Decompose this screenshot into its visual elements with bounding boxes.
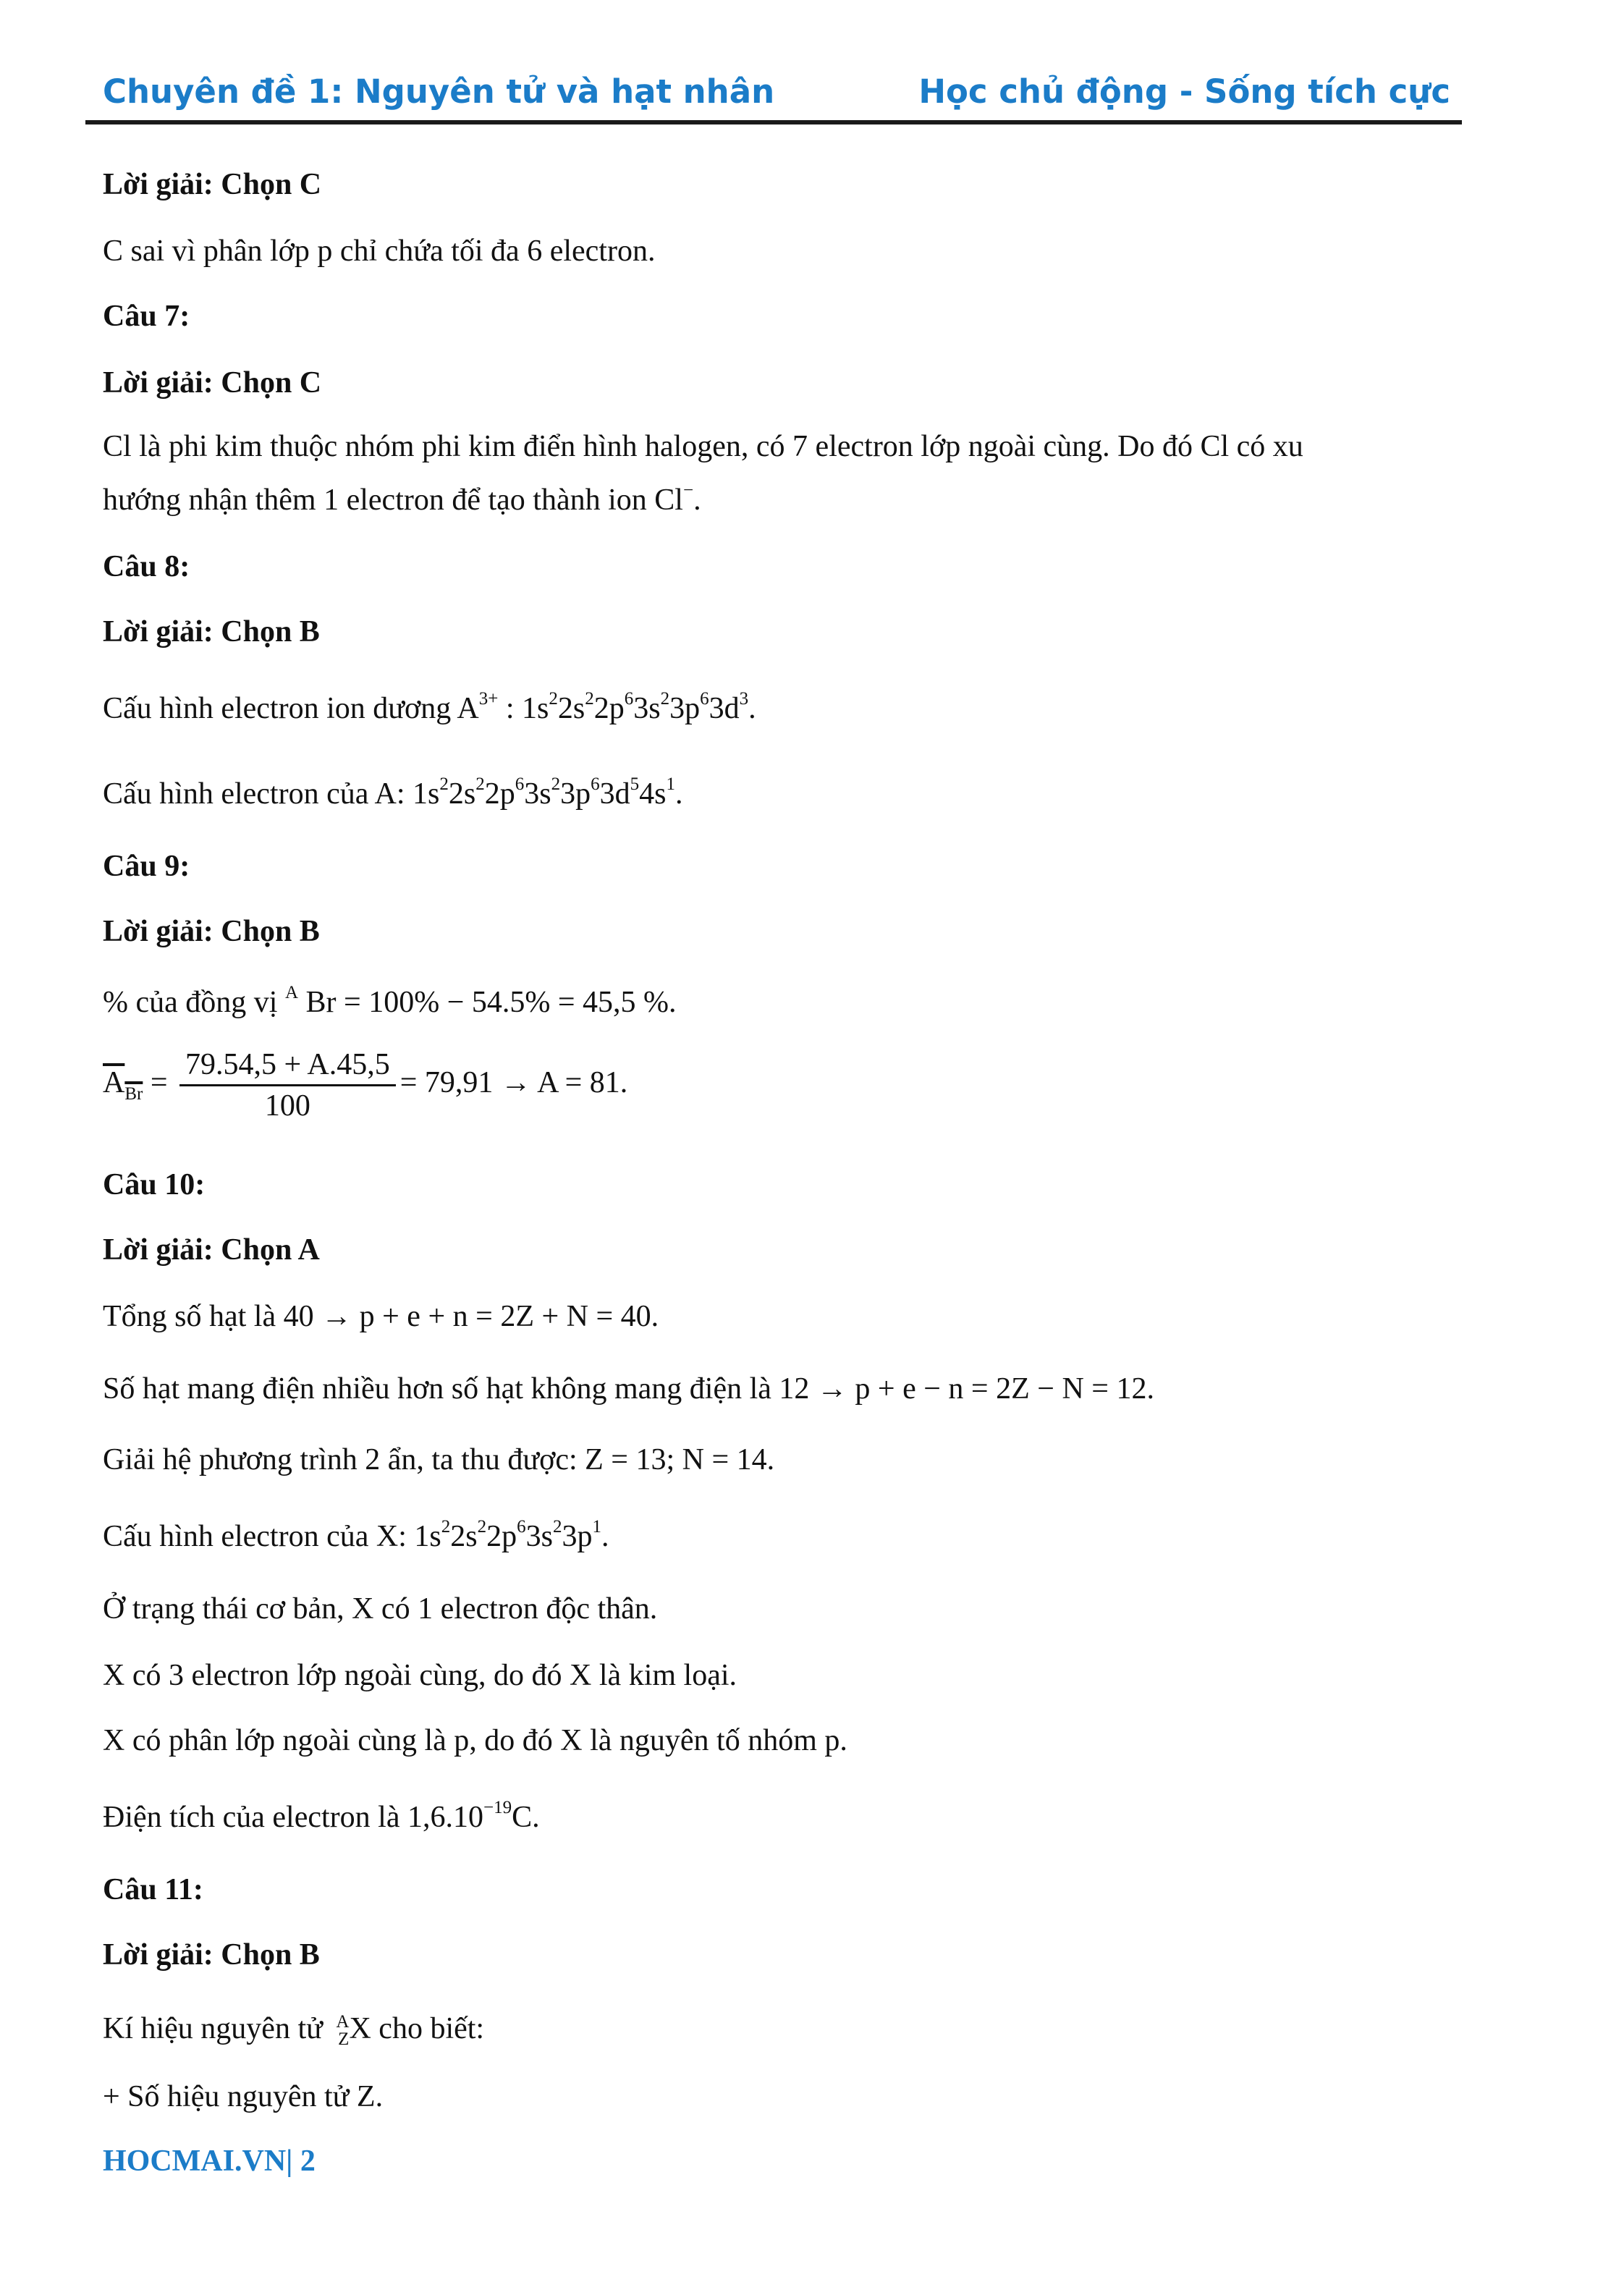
q10-electron-config-line: Cấu hình electron của X: $1s^22s^22p^63s^23p^1$. bbox=[103, 1517, 609, 1553]
q6-answer: Lời giải: Chọn C bbox=[103, 168, 322, 201]
orbital-term: $2p^6$ bbox=[593, 689, 634, 725]
orbital-term: $3p^6$ bbox=[560, 774, 600, 811]
orbital-term: $1s^2$ bbox=[413, 774, 449, 811]
isotope-symbol: $^A$ Br bbox=[284, 983, 337, 1019]
footer-page-label: HOCMAI.VN| 2 bbox=[103, 2145, 316, 2178]
q10-title: Câu 10: bbox=[103, 1168, 206, 1201]
electron-config bbox=[414, 1517, 601, 1553]
orbital-term: $3s^2$ bbox=[524, 774, 561, 811]
q8-answer: Lời giải: Chọn B bbox=[103, 615, 320, 648]
orbital-term: $4s^1$ bbox=[639, 774, 675, 811]
q9-answer: Lời giải: Chọn B bbox=[103, 915, 320, 948]
electron-config bbox=[498, 689, 749, 725]
q8-title: Câu 8: bbox=[103, 550, 190, 583]
orbital-term: $1s^2$ bbox=[414, 1517, 451, 1553]
average-mass-symbol: $A_{Br}$ bbox=[103, 1066, 143, 1104]
q11-answer: Lời giải: Chọn B bbox=[103, 1938, 320, 1972]
q8-ion-config-line: Cấu hình electron ion dương $A^{3+}$ : $1s^22s^22p^63s^23p^63d^3$. bbox=[103, 689, 756, 725]
chloride-ion: Cl− bbox=[654, 481, 694, 517]
q8-atom-config-line: Cấu hình electron của A: $1s^22s^22p^63s^23p^63d^54s^1$. bbox=[103, 774, 683, 811]
q10-unpaired-electron-line: Ở trạng thái cơ bản, X có 1 electron độc thân. bbox=[103, 1592, 658, 1626]
q10-answer: Lời giải: Chọn A bbox=[103, 1233, 320, 1267]
q9-average-mass-equation: $A_{Br}$ = $\frac{79.54,5 + A.45,5}{100}$ = 79,91 → A = 81. bbox=[103, 1045, 627, 1125]
q11-atomic-number-line: + Số hiệu nguyên tử Z. bbox=[103, 2080, 384, 2113]
q11-title: Câu 11: bbox=[103, 1873, 203, 1906]
header-chapter-title: Chuyên đề 1: Nguyên tử và hạt nhân bbox=[103, 72, 775, 111]
nuclide-notation: A Z bbox=[336, 2012, 350, 2050]
q10-total-particles-line: Tổng số hạt là 40 → p + e + n = 2Z + N = 40. bbox=[103, 1300, 659, 1333]
orbital-term: $2p^6$ bbox=[484, 774, 525, 811]
q7-answer: Lời giải: Chọn C bbox=[103, 366, 322, 400]
q6-explanation: C sai vì phân lớp p chỉ chứa tối đa 6 electron. bbox=[103, 234, 656, 268]
q10-solution-line: Giải hệ phương trình 2 ẩn, ta thu được: Z = 13; N = 14. bbox=[103, 1443, 775, 1476]
header-divider bbox=[85, 120, 1462, 124]
orbital-term: $3s^2$ bbox=[525, 1517, 562, 1553]
q10-charged-particles-line: Số hạt mang điện nhiều hơn số hạt không mang điện là 12 → p + e − n = 2Z − N = 12. bbox=[103, 1372, 1154, 1406]
electron-charge-value: $1,6.10^{-19}C$. bbox=[407, 1798, 540, 1834]
orbital-term: $3d^5$ bbox=[599, 774, 640, 811]
average-mass-fraction: $\frac{79.54,5 + A.45,5}{100}$ bbox=[179, 1045, 396, 1125]
q9-title: Câu 9: bbox=[103, 850, 190, 883]
orbital-term: $2s^2$ bbox=[448, 774, 485, 811]
orbital-term: $2p^6$ bbox=[486, 1517, 526, 1553]
orbital-term: $3p^1$ bbox=[562, 1517, 601, 1553]
q10-p-block-line: X có phân lớp ngoài cùng là p, do đó X là nguyên tố nhóm p. bbox=[103, 1724, 847, 1757]
q10-metal-line: X có 3 electron lớp ngoài cùng, do đó X là kim loại. bbox=[103, 1659, 737, 1692]
orbital-term: $2s^2$ bbox=[450, 1517, 487, 1553]
q7-explanation-line1: Cl là phi kim thuộc nhóm phi kim điển hình halogen, có 7 electron lớp ngoài cùng. Do đó Cl có xu bbox=[103, 430, 1303, 463]
orbital-term: : $1s^2$ bbox=[498, 689, 558, 725]
q11-nuclide-symbol-line: Kí hiệu nguyên tử A Z X cho biết: bbox=[103, 2012, 485, 2050]
orbital-term: $3p^6$ bbox=[669, 689, 709, 725]
q7-explanation-line2: hướng nhận thêm 1 electron để tạo thành ion Cl−. bbox=[103, 481, 701, 517]
ion-label: $A^{3+}$ bbox=[457, 689, 499, 725]
q7-title: Câu 7: bbox=[103, 300, 190, 333]
electron-config bbox=[413, 774, 675, 811]
orbital-term: $3d^3$ bbox=[709, 689, 749, 725]
header-slogan: Học chủ động - Sống tích cực bbox=[918, 72, 1450, 111]
q10-electron-charge-line: Điện tích của electron là $1,6.10^{-19}C$. bbox=[103, 1798, 540, 1834]
q9-isotope-percent-line: % của đồng vị $^A$ Br = 100% − 54.5% = 45,5 %. bbox=[103, 983, 677, 1019]
orbital-term: $2s^2$ bbox=[557, 689, 594, 725]
orbital-term: $3s^2$ bbox=[633, 689, 670, 725]
